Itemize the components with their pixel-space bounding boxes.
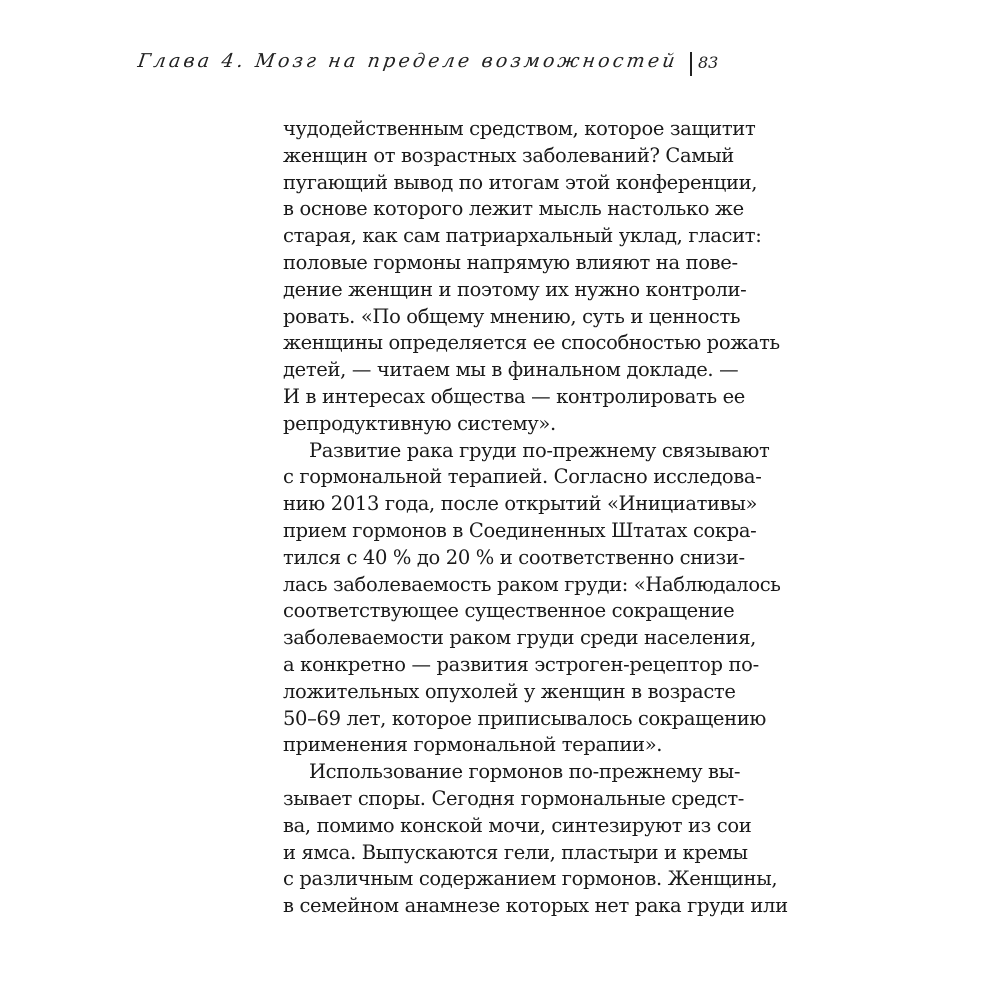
text-line: зывает споры. Сегодня гормональные средст- — [283, 786, 745, 810]
text-line: женщины определяется ее способностью рожать — [283, 331, 780, 355]
text-line: лась заболеваемость раком груди: «Наблюдалось — [283, 572, 781, 596]
text-line: дение женщин и поэтому их нужно контроли- — [283, 277, 747, 301]
paragraph — [283, 759, 788, 920]
text-line: детей, — читаем мы в финальном докладе. — — [283, 358, 739, 382]
text-line: репродуктивную систему». — [283, 411, 556, 435]
text-line: ложительных опухолей у женщин в возрасте — [283, 679, 736, 703]
running-head — [136, 50, 738, 80]
text-line: в семейном анамнезе которых нет рака груди или — [283, 894, 788, 918]
text-line: тился с 40 % до 20 % и соответственно снизи- — [283, 545, 745, 569]
text-line: 50–69 лет, которое приписывалось сокращению — [283, 706, 767, 730]
text-line: Развитие рака груди по-прежнему связывают — [309, 438, 770, 462]
text-line: ровать. «По общему мнению, суть и ценность — [283, 304, 741, 328]
text-line: применения гормональной терапии». — [283, 733, 663, 757]
body-text — [283, 116, 788, 920]
text-line: а конкретно — развития эстроген-рецептор по- — [283, 652, 759, 676]
text-line: чудодейственным средством, которое защитит — [283, 117, 756, 140]
text-line: половые гормоны напрямую влияют на пове- — [283, 250, 738, 274]
page-number: 83 — [698, 53, 719, 72]
chapter-title: Глава 4. Мозг на пределе возможностей — [136, 50, 680, 72]
text-line: прием гормонов в Соединенных Штатах сокра- — [283, 518, 757, 542]
text-line: И в интересах общества — контролировать ее — [283, 384, 745, 408]
text-line: в основе которого лежит мысль настолько же — [283, 197, 744, 221]
text-line: с гормональной терапией. Согласно исследова- — [283, 465, 762, 489]
text-line: нию 2013 года, после открытий «Инициативы» — [283, 492, 758, 516]
header-divider — [690, 52, 692, 76]
text-line: пугающий вывод по итогам этой конференции, — [283, 170, 758, 194]
paragraph — [283, 116, 780, 438]
text-line: Использование гормонов по-прежнему вы- — [309, 760, 741, 784]
text-line: заболеваемости раком груди среди населения, — [283, 626, 757, 650]
paragraph — [283, 438, 781, 760]
text-line: ва, помимо конской мочи, синтезируют из сои — [283, 813, 752, 837]
text-line: с различным содержанием гормонов. Женщины, — [283, 867, 778, 891]
text-line: соответствующее существенное сокращение — [283, 599, 735, 623]
text-line: и ямса. Выпускаются гели, пластыри и кремы — [283, 840, 748, 864]
text-line: женщин от возрастных заболеваний? Самый — [283, 143, 734, 167]
text-line: старая, как сам патриархальный уклад, гласит: — [283, 224, 762, 248]
